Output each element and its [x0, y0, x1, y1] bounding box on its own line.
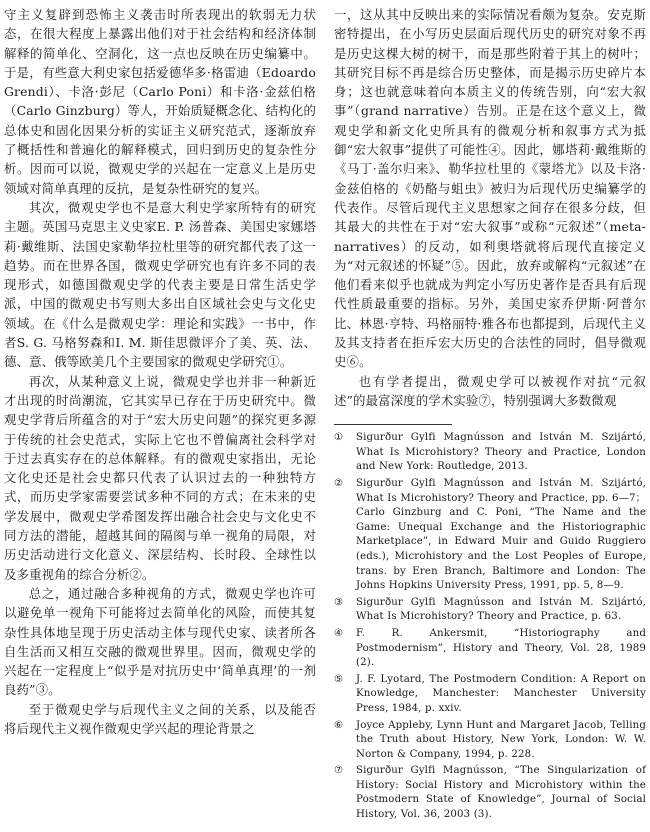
body-paragraph: 总之，通过融合多种视角的方式，微观史学也许可以避免单一视角下可能将过去简单化的风险，而使其复杂性具体地呈现于历史活动主体与现代史家、读者所各自生活而又相互交融的微观世界里。因而，微观史学的兴起在一定程度上“似乎是对抗历史中‘简单真理’的一剂良药”③。 — [4, 585, 316, 698]
body-paragraph: 一，这从其中反映出来的实际情况看颇为复杂。安克斯密特提出，在小写历史层面后现代历史的研究对象不再是历史这棵大树的树干，而是那些附着于其上的树叶；其研究目标不再是综合历史整体，而是揭示历史碎片本身；这也就意味着向本质主义的传统告别，向“宏大叙事”（grand narrative）告别。正是在这个意义上，微观史学和新文化史所具有的微观分析和叙事方式为抵御“宏大叙事”提供了可能性④。因此，娜塔莉·戴维斯的《马丁·盖尔归来》、勒华拉杜里的《蒙塔尤》以及卡洛·金兹伯格的《奶酪与蛆虫》被归为后现代历史编纂学的代表作。尽管后现代主义思想家之间存在很多分歧，但其最大的共性在于对“宏大叙事”或称“元叙述”（meta-narratives）的反动，如利奥塔就将后现代直接定义为“对元叙述的怀疑”⑤。因此，放弃或解构“元叙述”在他们看来似乎也就成为判定小写历史著作是否具有后现代性质最重要的指标。另外，美国史家乔伊斯·阿普尔比、林恩·亨特、玛格丽特·雅各布也都提到，后现代主义及其支持者在拒斥宏大历史的合法性的同时，倡导微观史⑥。 — [334, 7, 646, 370]
right-column — [334, 5, 646, 825]
footnote — [334, 764, 646, 822]
footnote-text: Sigurður Gylfi Magnússon, “The Singularization of History: Social History and Microhistory within the Postmodern State of Knowledge”, Journal of Social History, Vol. 36, 2003 (3). — [356, 765, 646, 821]
footnote-number: ⑥ — [334, 719, 344, 731]
footnote-text: Sigurður Gylfi Magnússon and István M. Szijártó, What Is Microhistory? Theory and Practice, p. 63. — [356, 596, 646, 623]
footnote-text: Joyce Appleby, Lynn Hunt and Margaret Jacob, Telling the Truth about History, New York, London: W. W. Norton & Company, 1994, p. 228. — [356, 719, 646, 760]
footnote-number: ① — [334, 432, 344, 444]
footnote-number: ② — [334, 478, 344, 490]
body-paragraph: 其次，微观史学也不是意大利史学家所特有的研究主题。英国马克思主义史家E. P. 汤普森、美国史家娜塔莉·戴维斯、法国史家勒华拉杜里等的研究都代表了这一趋势。而在世界各国，微观史学研究也有许多不同的表现形式，如德国微观史学的代表主要是日常生活史学派，中国的微观史书写则大多出自区域社会史与文化史领域。在《什么是微观史学：理论和实践》一书中，作者S. G. 马格努森和I. M. 斯佳思微评介了美、英、法、德、意、俄等欧美几个主要国家的微观史学研究①。 — [4, 199, 316, 370]
footnote — [334, 719, 646, 763]
body-paragraph: 至于微观史学与后现代主义之间的关系，以及能否将后现代主义视作微观史学兴起的理论背景之 — [4, 701, 316, 736]
footnote-text: Sigurður Gylfi Magnússon and István M. Szijártó, What Is Microhistory? Theory and Practice, London and New York: Routledge, 2013. — [356, 432, 646, 473]
footnote — [334, 477, 646, 594]
footnote-text: F. R. Ankersmit, “Historiography and Postmodernism”, History and Theory, Vol. 28, 1989 (2). — [356, 627, 646, 669]
footnote-text: J. F. Lyotard, The Postmodern Condition: A Report on Knowledge, Manchester: Manchester University Press, 1984, p. xxiv. — [356, 673, 646, 714]
body-paragraph: 也有学者提出，微观史学可以被视作对抗“元叙述”的最富深度的学术实验⑦，特别强调大多数微观 — [334, 373, 646, 408]
body-paragraph: 守主义复辟到恐怖主义袭击时所表现出的软弱无力状态，在很大程度上暴露出他们对于社会结构和经济体制解释的简单化、空洞化，这一点也反映在历史编纂中。于是，有些意大利史家包括爱德华多·格雷迪（Edoardo Grendi）、卡洛·彭尼（Carlo Poni）和卡洛·金兹伯格（Carlo Ginzburg）等人，开始质疑概念化、结构化的总体史和固化因果分析的实证主义研究范式，逐渐放弃了概括性和普遍化的解释模式，回归到历史的复杂性分析。因而可以说，微观史学的兴起在一定意义上是历史领域对简单真理的反抗，是复杂性研究的复兴。 — [4, 7, 316, 196]
footnote-text: Sigurður Gylfi Magnússon and István M. Szijártó, What Is Microhistory? Theory and Practice, pp. 6—7；Carlo Ginzburg and C. Poni, “The Name and the Game: Unequal Exchange and the Historiographic Marketplace”, in Edward Muir and Guido Ruggiero (eds.), Microhistory and the Lost Peoples of Europe, trans. by Eren Branch, Baltimore and London: The Johns Hopkins University Press, 1991, pp. 5, 8—9. — [356, 478, 646, 592]
footnote — [334, 431, 646, 475]
footnote-divider — [334, 424, 452, 425]
footnote-number: ⑤ — [334, 673, 344, 685]
footnote — [334, 627, 646, 671]
left-column — [4, 5, 316, 738]
body-paragraph: 再次，从某种意义上说，微观史学也并非一种新近才出现的时尚潮流，它其实早已存在于历史研究中。微观史学背后所蕴含的对于“宏大历史问题”的探究更多源于传统的社会史范式，实际上它也不曾偏离社会科学对于过去真实存在的总体解释。有的微观史家指出，无论文化史还是社会史都只代表了认识过去的一种独特方式，而历史学家需要尝试多种不同的方式；在未来的史学发展中，微观史学希图发挥出融合社会史与文化史不同方法的潜能，超越其间的隔阂与单一视角的局限，对历史活动进行文化意义、深层结构、长时段、全球性以及多重视角的综合分析②。 — [4, 373, 316, 582]
footnote-number: ④ — [334, 627, 344, 639]
footnote-number: ⑦ — [334, 765, 344, 777]
footnote-number: ③ — [334, 596, 344, 608]
footnotes — [334, 431, 646, 822]
footnote — [334, 596, 646, 625]
footnote — [334, 673, 646, 717]
